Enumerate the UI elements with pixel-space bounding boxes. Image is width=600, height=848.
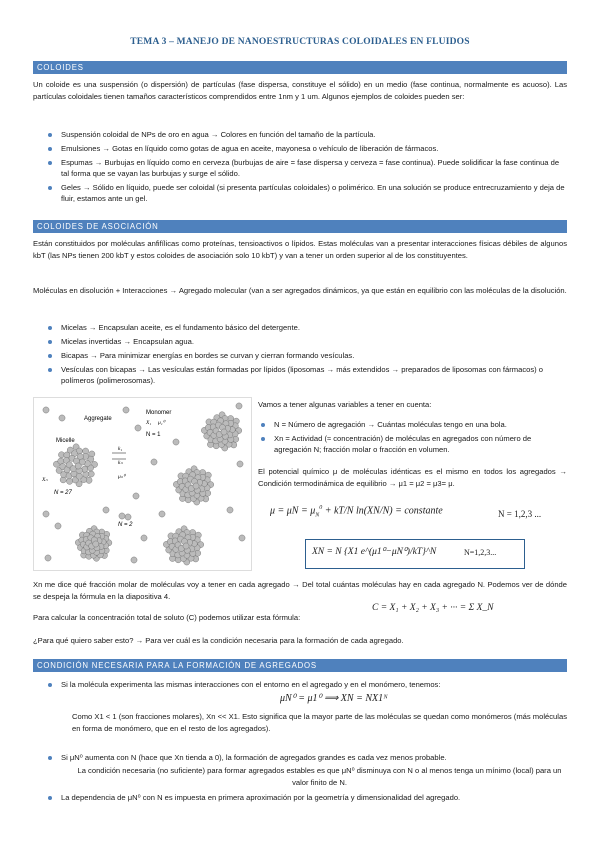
aggregate-sphere — [66, 478, 72, 484]
equation-equilibrium: $\mu = \mu N = \mu_N^0 + kT/N$ ln(XN/N) = constante — [270, 505, 443, 519]
variables-list — [258, 419, 567, 458]
equation-aggregation: μN⁰ = μ1⁰ ⟹ XN = NX1ᴺ — [280, 693, 388, 704]
monomer-sphere — [237, 461, 243, 467]
xn-explanation: Xn me dice qué fracción molar de moléculas voy a tener en cada agregado → Del total cuántas moléculas hay en cada agregado N. Podemos ver de dónde se despeja la fórmula en la diapositiva 4. — [33, 580, 567, 601]
fig-label-mu1: μ₁⁰ — [158, 420, 165, 426]
list-item: Vesículas con bicapas → Las vesículas están formadas por lípidos (liposomas → más extendidos → preparados de liposomas con fármacos) o polímeros (polimerosomas). — [45, 364, 567, 386]
list-item: Emulsiones → Gotas en líquido como gotas de agua en aceite, mayonesa o vehículo de liberación de fármacos. — [45, 143, 567, 154]
aggregate-sphere — [93, 541, 99, 547]
condicion-list-3 — [45, 792, 567, 806]
monomer-sphere — [239, 535, 245, 541]
coloides-list — [45, 129, 567, 207]
monomer-sphere — [131, 557, 137, 563]
equation-xn-range: N=1,2,3... — [464, 548, 497, 557]
monomer-sphere — [227, 507, 233, 513]
list-item: Xn = Actividad (≈ concentración) de moléculas en agregados con número de agregación N; fracción molar o fracción en volumen. — [258, 433, 567, 455]
aggregate-sphere — [193, 483, 199, 489]
fig-label-xn: Xₙ — [42, 477, 48, 483]
equation-concentration: C = X₁ + X₂ + X₃ + ··· = Σ X_N — [372, 603, 494, 613]
section-header-condicion: CONDICIÓN NECESARIA PARA LA FORMACIÓN DE AGREGADOS — [33, 659, 567, 672]
asociacion-p2: Moléculas en disolución + Interacciones → Agregado molecular (van a ser agregados dinámicos, ya que están en equilibrio con las moléculas de la disolución. — [33, 286, 567, 295]
condicion-list-2 — [45, 752, 567, 766]
monomer-sphere — [45, 555, 51, 561]
aggregates-diagram — [34, 398, 251, 570]
monomer-sphere — [103, 507, 109, 513]
fig-label-k1: k₁ — [118, 446, 123, 452]
aggregates-figure — [33, 397, 252, 571]
list-item: Micelas → Encapsulan aceite, es el fundamento básico del detergente. — [45, 322, 567, 333]
equation-rhs: + kT/N ln(XN/N) = constante — [324, 505, 443, 517]
fig-label-x1: X₁ — [146, 420, 152, 426]
coloides-intro: Un coloide es una suspensión (o dispersión) de partículas (fase dispersa, constituye el sólido) en un medio (fase continua, normalmente es acuoso). Las partículas coloidales tienen tamaños característicos comprendidos entre 1nm y 1 um. Algunos ejemplos de coloides pueden ser: — [33, 80, 567, 101]
list-item: Espumas → Burbujas en líquido como en cerveza (burbujas de aire = fase dispersa y cerveza = fase continua). Puede solidificar la fase continua de tal forma que se vayan las burbujas y surge el sólido. — [45, 157, 567, 179]
condicion-sub2: La condición necesaria (no suficiente) para formar agregados estables es que μN⁰ disminuya con N o al menos tenga un mínimo (local) para un valor finito de N. — [77, 766, 562, 787]
fig-label-aggregate: Aggregate — [84, 416, 112, 422]
aggregate-sphere — [75, 463, 81, 469]
monomer-sphere — [135, 425, 141, 431]
monomer-sphere — [173, 439, 179, 445]
monomer-sphere — [133, 493, 139, 499]
variables-intro: Vamos a tener algunas variables a tener en cuenta: — [258, 400, 432, 409]
list-item: Suspensión coloidal de NPs de oro en agua → Colores en función del tamaño de la partícula. — [45, 129, 567, 140]
list-item: La dependencia de μN⁰ con N es impuesta en primera aproximación por la geometría y dimensionalidad del agregado. — [45, 792, 567, 803]
chemical-potential-text: El potencial químico μ de moléculas idénticas es el mismo en todos los agregados → Condición termodinámica de equilibrio → μ1 = μ2 = μ3= μ. — [258, 467, 567, 488]
list-item: Geles → Sólido en líquido, puede ser coloidal (si presenta partículas coloidales) o polimérico. En una solución se produce entrecruzamiento y deja de fluir, estamos ante un gel. — [45, 182, 567, 204]
equation-box — [305, 539, 525, 569]
condicion-sub1: Como X1 < 1 (son fracciones molares), Xn << X1. Esto significa que la mayor parte de las moléculas se quedan como monómeros (más moléculas en forma de monómero, que en el resto de los agregados). — [72, 712, 567, 733]
monomer-sphere — [43, 407, 49, 413]
asociacion-p1: Están constituidos por moléculas anfifílicas como proteínas, tensioactivos o lípidos. Estas moléculas van a presentar interacciones físicas débiles de algunos kbT (las NPs tienen 200 kbT y estos coloides de asociación solo 10 kbT) y van a tener un orden superior al de los constituyentes. — [33, 239, 567, 260]
fig-label-n1: N = 1 — [146, 432, 161, 438]
fig-label-kn: kₙ — [118, 460, 123, 466]
equation-lhs: μ = μN = μ — [270, 505, 316, 517]
section-header-coloides: COLOIDES — [33, 61, 567, 74]
aggregate-sphere — [183, 543, 189, 549]
list-item: Micelas invertidas → Encapsulan agua. — [45, 336, 567, 347]
why-question: ¿Para qué quiero saber esto? → Para ver cuál es la condición necesaria para la formación de cada agregado. — [33, 636, 404, 645]
monomer-sphere — [141, 535, 147, 541]
monomer-sphere — [59, 415, 65, 421]
fig-label-mun: μₙ⁰ — [118, 474, 126, 480]
fig-label-monomer: Monomer — [146, 410, 172, 416]
monomer-sphere — [43, 511, 49, 517]
aggregate-sphere — [221, 429, 227, 435]
monomer-sphere — [123, 407, 129, 413]
fig-label-micelle: Micelle — [56, 438, 75, 444]
list-item: Si la molécula experimenta las mismas interacciones con el entorno en el agregado y en el monómero, tenemos: — [45, 679, 567, 690]
equation-xn: XN = N {X1 e^(μ1⁰−μN⁰)/kT}^N — [312, 547, 437, 557]
dimer-sphere — [125, 514, 131, 520]
concentration-text: Para calcular la concentración total de soluto (C) podemos utilizar esta fórmula: — [33, 613, 301, 622]
monomer-sphere — [159, 511, 165, 517]
monomer-sphere — [55, 523, 61, 529]
fig-label-n2: N = 2 — [118, 522, 133, 528]
condicion-list-1 — [45, 679, 567, 693]
list-item: Si μN⁰ aumenta con N (hace que Xn tienda a 0), la formación de agregados grandes es cada vez menos probable. — [45, 752, 567, 763]
page-title: TEMA 3 – MANEJO DE NANOESTRUCTURAS COLOIDALES EN FLUIDOS — [130, 37, 470, 47]
section-header-asociacion: COLOIDES DE ASOCIACIÓN — [33, 220, 567, 233]
list-item: N = Número de agregación → Cuántas moléculas tengo en una bola. — [258, 419, 567, 430]
asociacion-list — [45, 322, 567, 389]
monomer-sphere — [236, 403, 242, 409]
dimer-sphere — [119, 513, 125, 519]
monomer-sphere — [151, 459, 157, 465]
list-item: Bicapas → Para minimizar energías en bordes se curvan y cierran formando vesículas. — [45, 350, 567, 361]
equation-n-range: N = 1,2,3 ... — [498, 509, 542, 519]
fig-label-n27: N = 27 — [54, 490, 72, 496]
